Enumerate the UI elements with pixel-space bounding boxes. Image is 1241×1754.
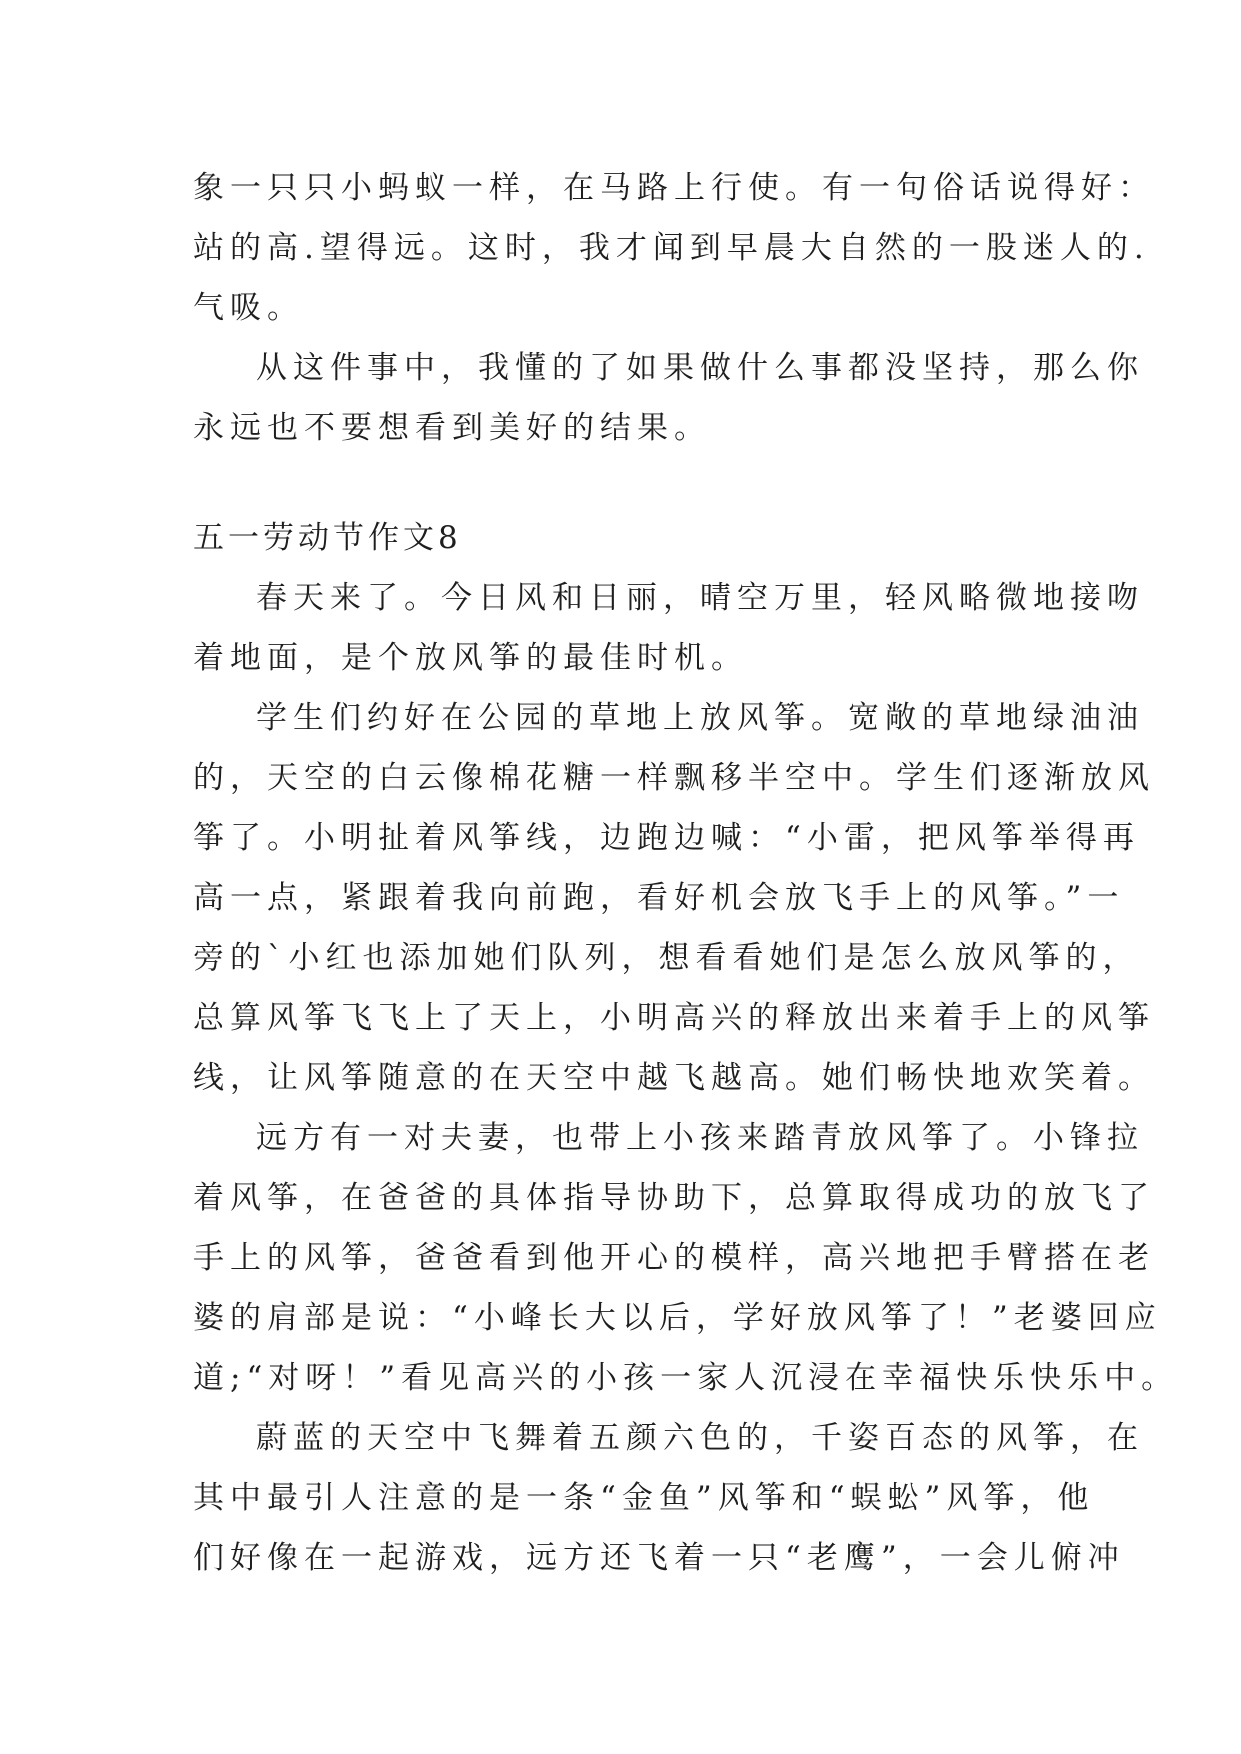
- paragraph-first-line: 从这件事中，我懂的了如果做什么事都没坚持，那么你: [256, 350, 1144, 386]
- text-line: 们好像在一起游戏，远方还飞着一只“老鹰”，一会儿俯冲: [193, 1540, 1125, 1576]
- paragraph-first-line: 蔚蓝的天空中飞舞着五颜六色的，千姿百态的风筝，在: [256, 1420, 1144, 1456]
- essay-title: 五一劳动节作文8: [193, 520, 462, 556]
- paragraph-first-line: 春天来了。今日风和日丽，晴空万里，轻风略微地接吻: [256, 580, 1144, 616]
- text-line: 婆的肩部是说：“小峰长大以后，学好放风筝了！”老婆回应: [193, 1300, 1162, 1336]
- paragraph-first-line: 远方有一对夫妻，也带上小孩来踏青放风筝了。小锋拉: [256, 1120, 1144, 1156]
- paragraph-first-line: 学生们约好在公园的草地上放风筝。宽敞的草地绿油油: [256, 700, 1144, 736]
- text-line: 着风筝，在爸爸的具体指导协助下，总算取得成功的放飞了: [193, 1180, 1155, 1216]
- text-line: 气吸。: [193, 290, 304, 326]
- text-line: 象一只只小蚂蚁一样，在马路上行使。有一句俗话说得好：: [193, 170, 1155, 206]
- text-line: 其中最引人注意的是一条“金鱼”风筝和“蜈蚣”风筝，他: [193, 1480, 1095, 1516]
- text-line: 着地面，是个放风筝的最佳时机。: [193, 640, 748, 676]
- text-line: 永远也不要想看到美好的结果。: [193, 410, 711, 446]
- text-line: 筝了。小明扯着风筝线，边跑边喊：“小雷，把风筝举得再: [193, 820, 1140, 856]
- text-line: 的，天空的白云像棉花糖一样飘移半空中。学生们逐渐放风: [193, 760, 1155, 796]
- text-line: 站的高.望得远。这时，我才闻到早晨大自然的一股迷人的.: [193, 230, 1150, 266]
- text-line: 高一点，紧跟着我向前跑，看好机会放飞手上的风筝。”一: [193, 880, 1125, 916]
- text-line: 线，让风筝随意的在天空中越飞越高。她们畅快地欢笑着。: [193, 1060, 1155, 1096]
- text-line: 总算风筝飞飞上了天上，小明高兴的释放出来着手上的风筝: [193, 1000, 1155, 1036]
- text-line: 旁的`小红也添加她们队列，想看看她们是怎么放风筝的，: [193, 940, 1140, 976]
- text-line: 手上的风筝，爸爸看到他开心的模样，高兴地把手臂搭在老: [193, 1240, 1155, 1276]
- text-line: 道;“对呀！”看见高兴的小孩一家人沉浸在幸福快乐快乐中。: [193, 1360, 1179, 1396]
